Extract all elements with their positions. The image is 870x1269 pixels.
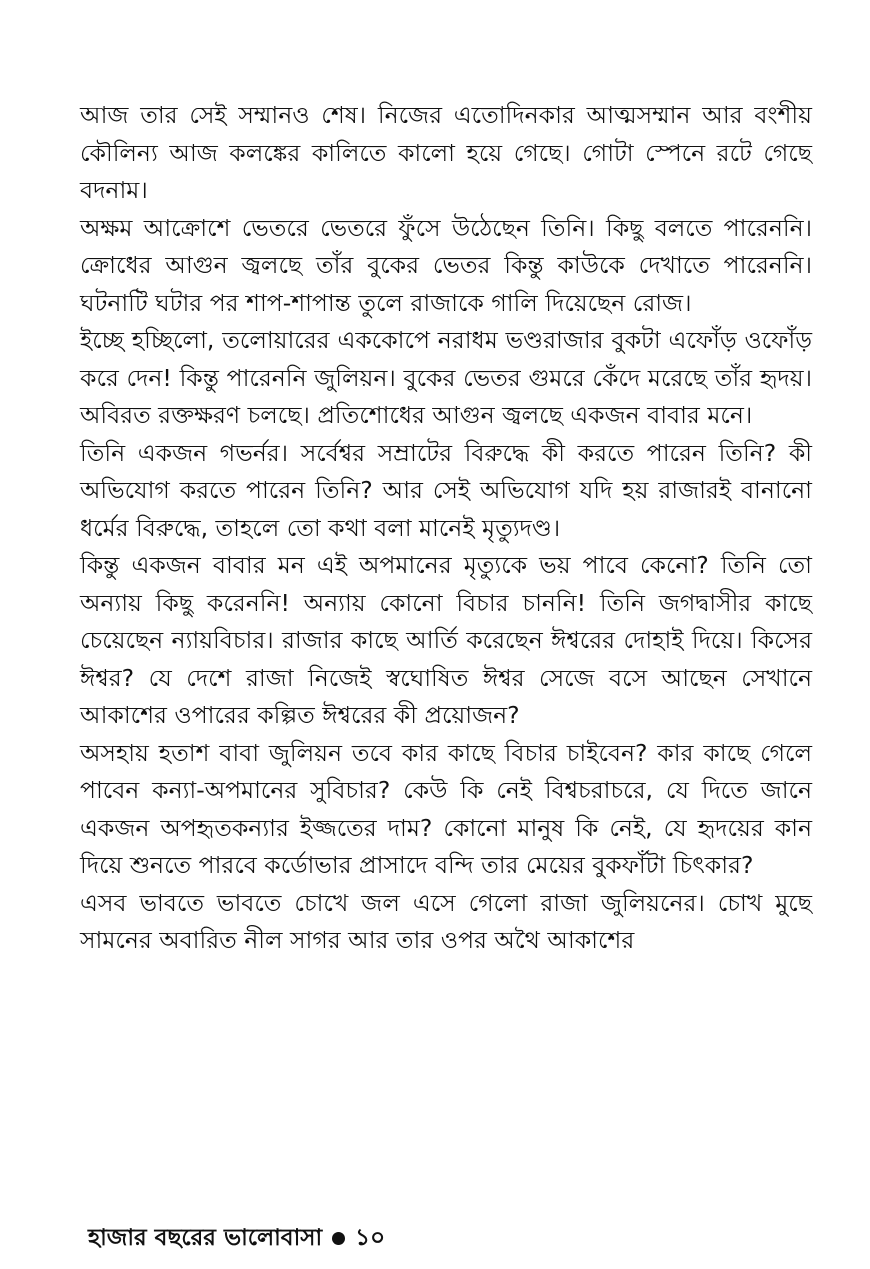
- paragraph: তিনি একজন গভর্নর। সর্বেশ্বর সম্রাটের বিরুদ্ধে কী করতে পারেন তিনি? কী অভিযোগ করতে পারেন তিনি? আর সেই অভিযোগ যদি হয় রাজারই বানানো ধর্মের বিরুদ্ধে, তাহলে তো কথা বলা মানেই মৃত্যুদণ্ড।: [80, 438, 812, 542]
- paragraph: কিন্তু একজন বাবার মন এই অপমানের মৃত্যুকে ভয় পাবে কেনো? তিনি তো অন্যায় কিছু করেননি! অন্যায় কোনো বিচার চাননি! তিনি জগদ্বাসীর কাছে চেয়েছেন ন্যায়বিচার। রাজার কাছে আর্তি করেছেন ঈশ্বরের দোহাই দিয়ে। কিসের ঈশ্বর? যে দেশে রাজা নিজেই স্বঘোষিত ঈশ্বর সেজে বসে আছেন সেখানে আকাশের ওপারের কল্পিত ঈশ্বরের কী প্রয়োজন?: [80, 551, 812, 729]
- page-footer: [88, 1220, 385, 1256]
- page-body: [80, 97, 812, 960]
- book-title: হাজার বছরের ভালোবাসা: [88, 1225, 323, 1251]
- page-number: ১০: [355, 1225, 386, 1251]
- paragraph: আজ তার সেই সম্মানও শেষ। নিজের এতোদিনকার আত্মসম্মান আর বংশীয় কৌলিন্য আজ কলঙ্কের কালিতে কালো হয়ে গেছে। গোটা স্পেনে রটে গেছে বদনাম।: [80, 101, 812, 204]
- paragraph: ইচ্ছে হচ্ছিলো, তলোয়ারের এককোপে নরাধম ভণ্ডরাজার বুকটা এফোঁড় ওফোঁড় করে দেন! কিন্তু পারেননি জুলিয়ন। বুকের ভেতর গুমরে কেঁদে মরেছে তাঁর হৃদয়। অবিরত রক্তক্ষরণ চলছে। প্রতিশোধের আগুন জ্বলছে একজন বাবার মনে।: [80, 326, 812, 429]
- paragraph: অক্ষম আক্রোশে ভেতরে ভেতরে ফুঁসে উঠেছেন তিনি। কিছু বলতে পারেননি। ক্রোধের আগুন জ্বলছে তাঁর বুকের ভেতর কিন্তু কাউকে দেখাতে পারেননি। ঘটনাটি ঘটার পর শাপ-শাপান্ত তুলে রাজাকে গালি দিয়েছেন রোজ।: [80, 213, 812, 317]
- bullet-separator-icon: [332, 1232, 345, 1245]
- paragraph: এসব ভাবতে ভাবতে চোখে জল এসে গেলো রাজা জুলিয়নের। চোখ মুছে সামনের অবারিত নীল সাগর আর তার ওপর অথৈ আকাশের: [80, 888, 812, 954]
- paragraph: অসহায় হতাশ বাবা জুলিয়ন তবে কার কাছে বিচার চাইবেন? কার কাছে গেলে পাবেন কন্যা-অপমানের সুবিচার? কেউ কি নেই বিশ্বচরাচরে, যে দিতে জানে একজন অপহৃতকন্যার ইজ্জতের দাম? কোনো মানুষ কি নেই, যে হৃদয়ের কান দিয়ে শুনতে পারবে কর্ডোভার প্রাসাদে বন্দি তার মেয়ের বুকফাঁটা চিৎকার?: [80, 738, 812, 879]
